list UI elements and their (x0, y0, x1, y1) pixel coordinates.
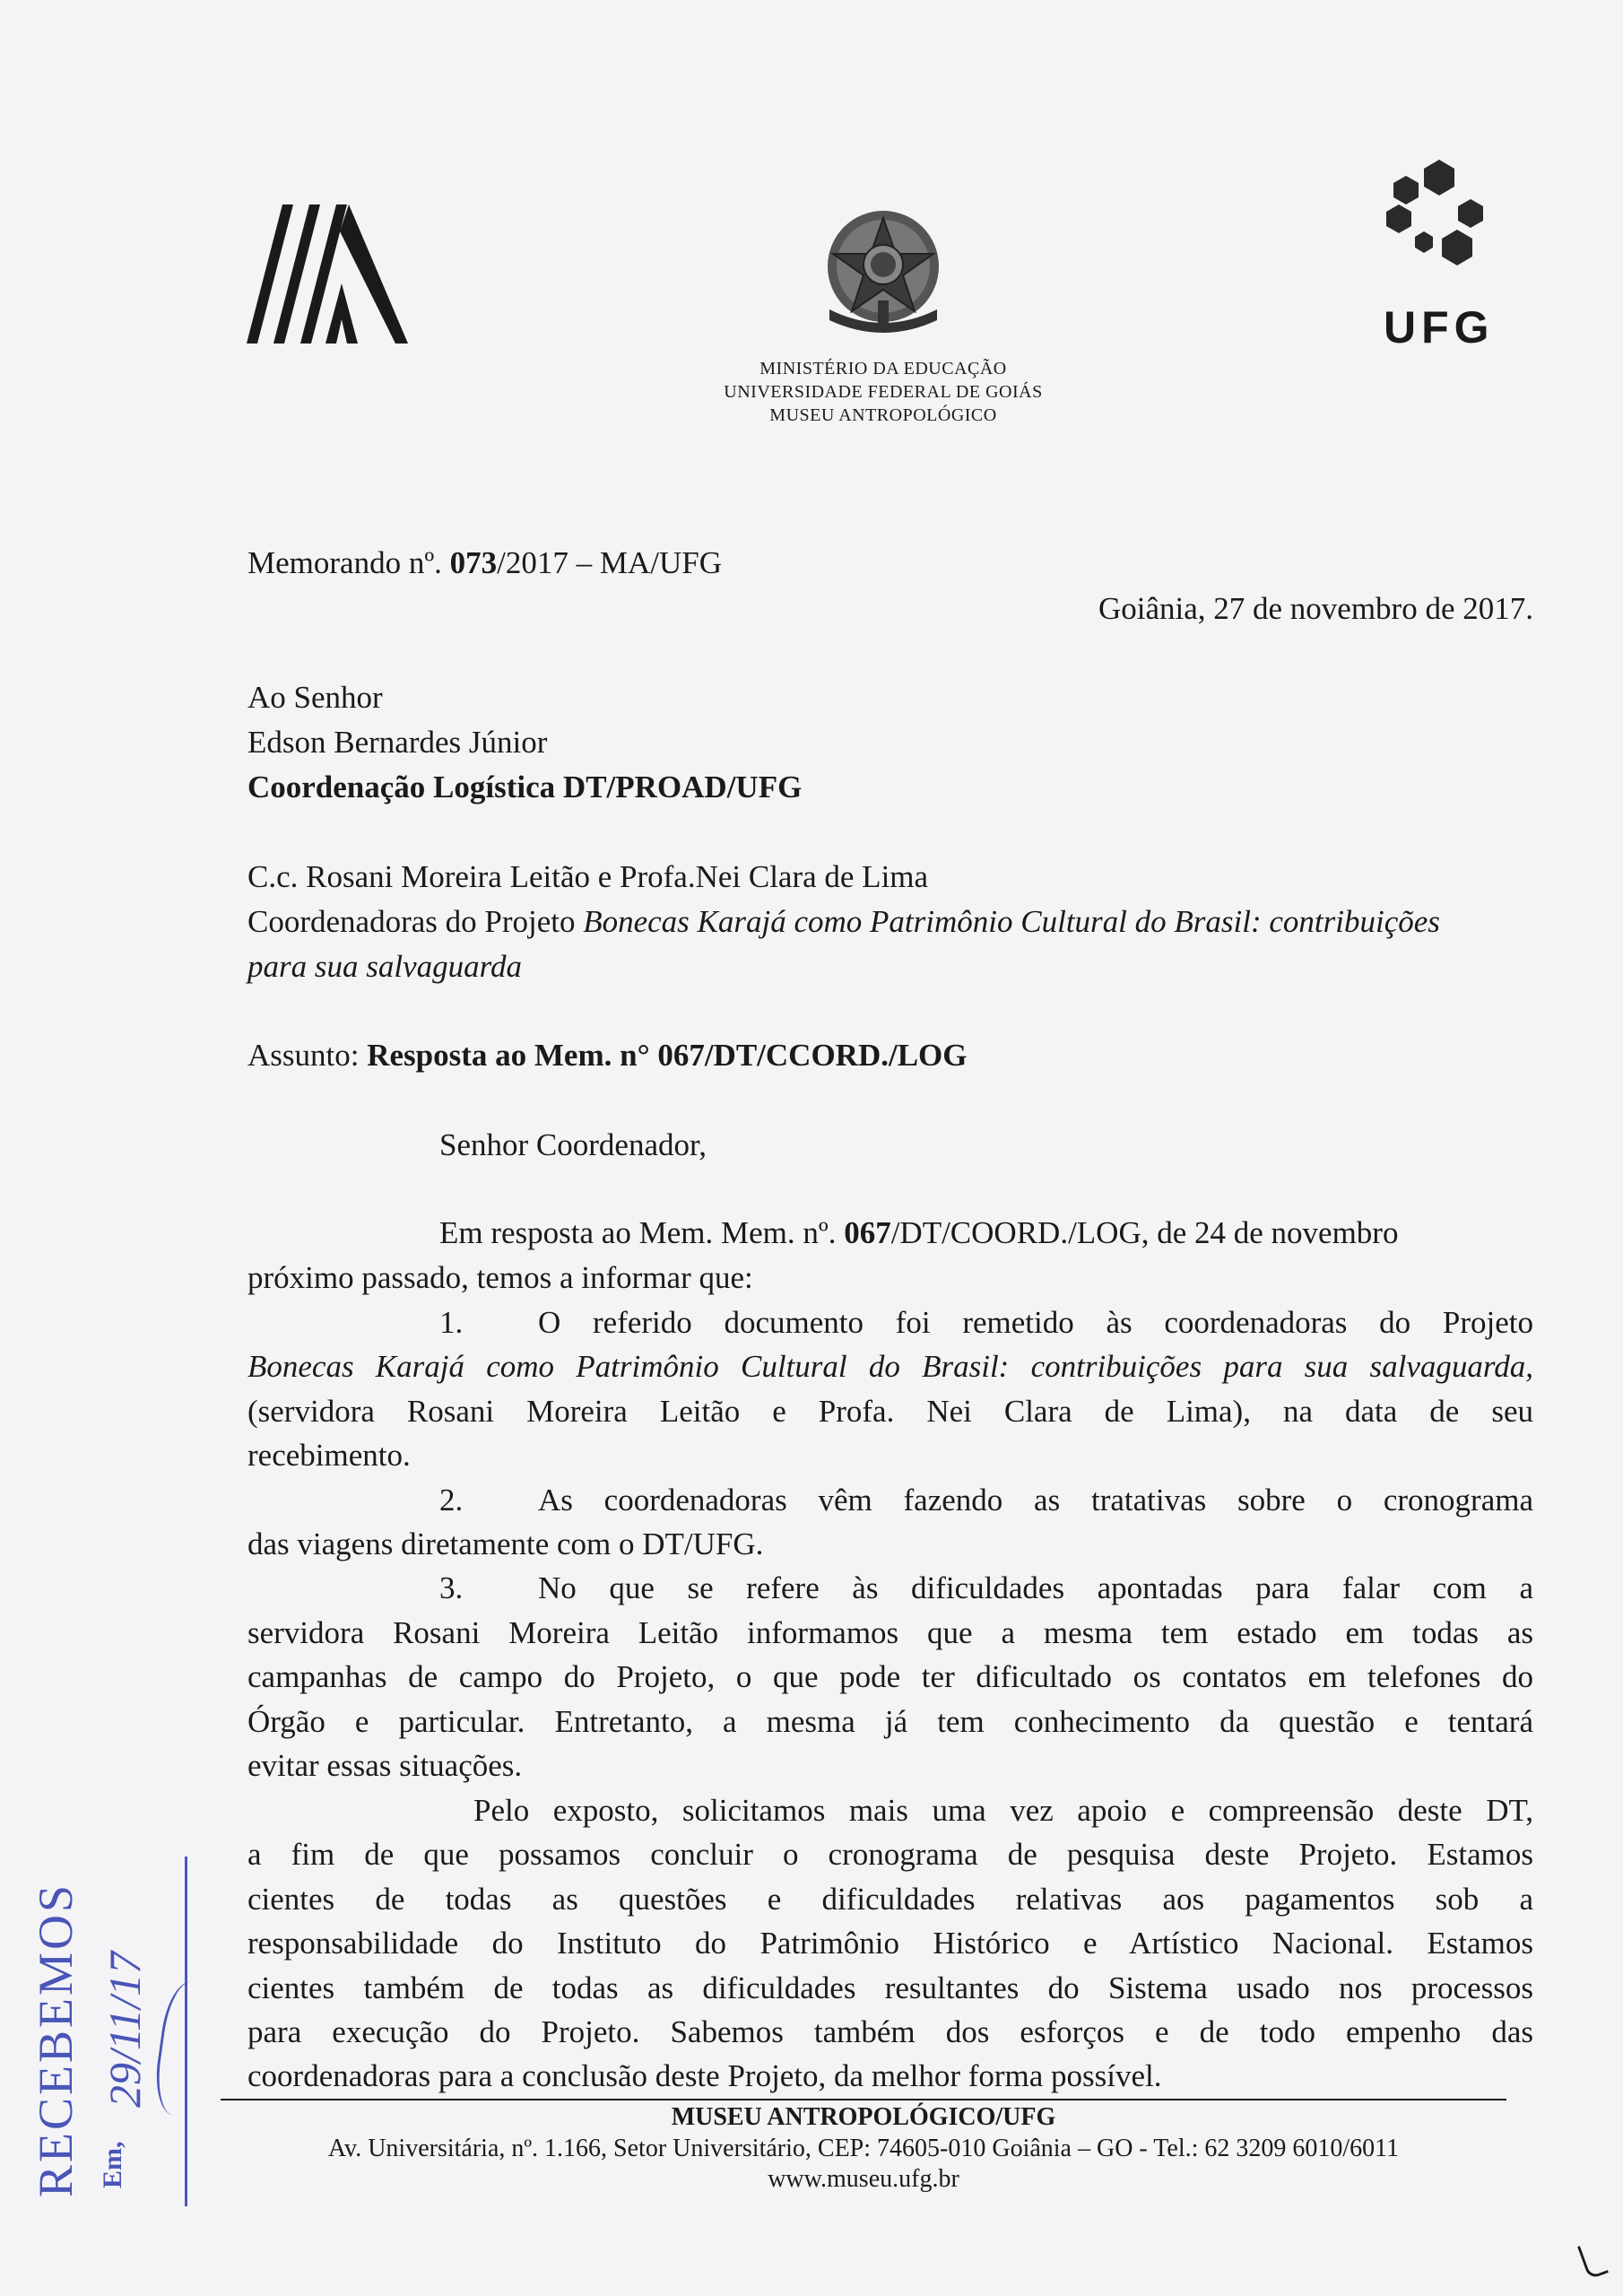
header-ministry: MINISTÉRIO DA EDUCAÇÃO (759, 359, 1007, 378)
header-university: UNIVERSIDADE FEDERAL DE GOIÁS (724, 382, 1043, 402)
cc-project-cont: para sua salvaguarda (247, 949, 522, 984)
conclusion-line2: a fim de que possamos concluir o cronograma de pesquisa deste Projeto. Estamos (247, 1837, 1533, 1872)
conclusion-line6: para execução do Projeto. Sabemos também dos esforços e de todo empenho das (247, 2014, 1533, 2049)
item-3-number: 3. (439, 1570, 464, 1605)
footer-website: www.museu.ufg.br (768, 2165, 959, 2193)
item-3-line5: evitar essas situações. (247, 1748, 523, 1783)
item-1-number: 1. (439, 1305, 464, 1340)
museum-logo (247, 204, 408, 344)
item-3-line4: Órgão e particular. Entretanto, a mesma já tem conhecimento da questão e tentará (247, 1704, 1533, 1739)
conclusion-line3: cientes de todas as questões e dificuldades relativas aos pagamentos sob a (247, 1882, 1533, 1917)
recipient-greeting: Ao Senhor (247, 680, 383, 715)
cc-project: Coordenadoras do Projeto Bonecas Karajá como Patrimônio Cultural do Brasil: contribuições (247, 904, 1440, 939)
memo-number: Memorando nº. 073/2017 – MA/UFG (247, 545, 723, 580)
recipient-name: Edson Bernardes Júnior (247, 725, 548, 760)
item-1-line3: (servidora Rosani Moreira Leitão e Profa. Nei Clara de Lima), na data de seu (247, 1394, 1533, 1429)
stamp-date: 29/11/17 (100, 1951, 150, 2108)
cc-line: C.c. Rosani Moreira Leitão e Profa.Nei Clara de Lima (247, 859, 929, 894)
recipient-unit: Coordenação Logística DT/PROAD/UFG (247, 770, 803, 804)
item-1-text: O referido documento foi remetido às coordenadoras do Projeto (538, 1305, 1533, 1340)
conclusion-line5: cientes também de todas as dificuldades resultantes do Sistema usado nos processos (247, 1970, 1533, 2005)
item-2-number: 2. (439, 1483, 464, 1518)
header-museum: MUSEU ANTROPOLÓGICO (769, 405, 997, 425)
salutation: Senhor Coordenador, (439, 1127, 707, 1162)
stamp-em-label: Em, (98, 2141, 127, 2188)
memo-date: Goiânia, 27 de novembro de 2017. (1098, 591, 1533, 626)
stamp-word: RECEBEMOS (29, 1882, 82, 2197)
item-3-line2: servidora Rosani Moreira Leitão informamos que a mesma tem estado em todas as (247, 1615, 1533, 1650)
conclusion-line7: coordenadoras para a conclusão deste Projeto, da melhor forma possível. (247, 2058, 1162, 2093)
item-3-line3: campanhas de campo do Projeto, o que pode ter dificultado os contatos em telefones do (247, 1659, 1533, 1694)
initials-mark (1577, 2239, 1609, 2280)
item-3-text: No que se refere às dificuldades apontadas para falar com a (538, 1570, 1533, 1605)
intro-line1: Em resposta ao Mem. Mem. nº. 067/DT/COORD./LOG, de 24 de novembro (439, 1215, 1399, 1250)
subject-line: Assunto: Resposta ao Mem. n° 067/DT/CCORD./LOG (247, 1038, 968, 1073)
coat-of-arms-icon (812, 202, 955, 345)
conclusion-line1: Pelo exposto, solicitamos mais uma vez apoio e compreensão deste DT, (473, 1793, 1533, 1828)
item-2-line2: das viagens diretamente com o DT/UFG. (247, 1526, 764, 1561)
ufg-logo-text: UFG (1384, 302, 1495, 352)
stamp-signature (151, 1979, 225, 2119)
intro-line2: próximo passado, temos a informar que: (247, 1260, 753, 1295)
footer-divider (221, 2099, 1506, 2100)
footer-title: MUSEU ANTROPOLÓGICO/UFG (671, 2103, 1056, 2131)
ufg-logo-icon (1381, 160, 1497, 299)
conclusion-line4: responsabilidade do Instituto do Patrimônio Histórico e Artístico Nacional. Estamos (247, 1926, 1533, 1961)
item-1-line4: recebimento. (247, 1438, 411, 1473)
footer-address: Av. Universitária, nº. 1.166, Setor Universitário, CEP: 74605-010 Goiânia – GO - Tel.: 62 3209 6010/6011 (327, 2135, 1400, 2162)
received-stamp (25, 1848, 231, 2206)
item-2-text: As coordenadoras vêm fazendo as tratativas sobre o cronograma (538, 1483, 1533, 1518)
item-1-italic: Bonecas Karajá como Patrimônio Cultural do Brasil: contribuições para sua salvaguarda, (247, 1349, 1533, 1384)
